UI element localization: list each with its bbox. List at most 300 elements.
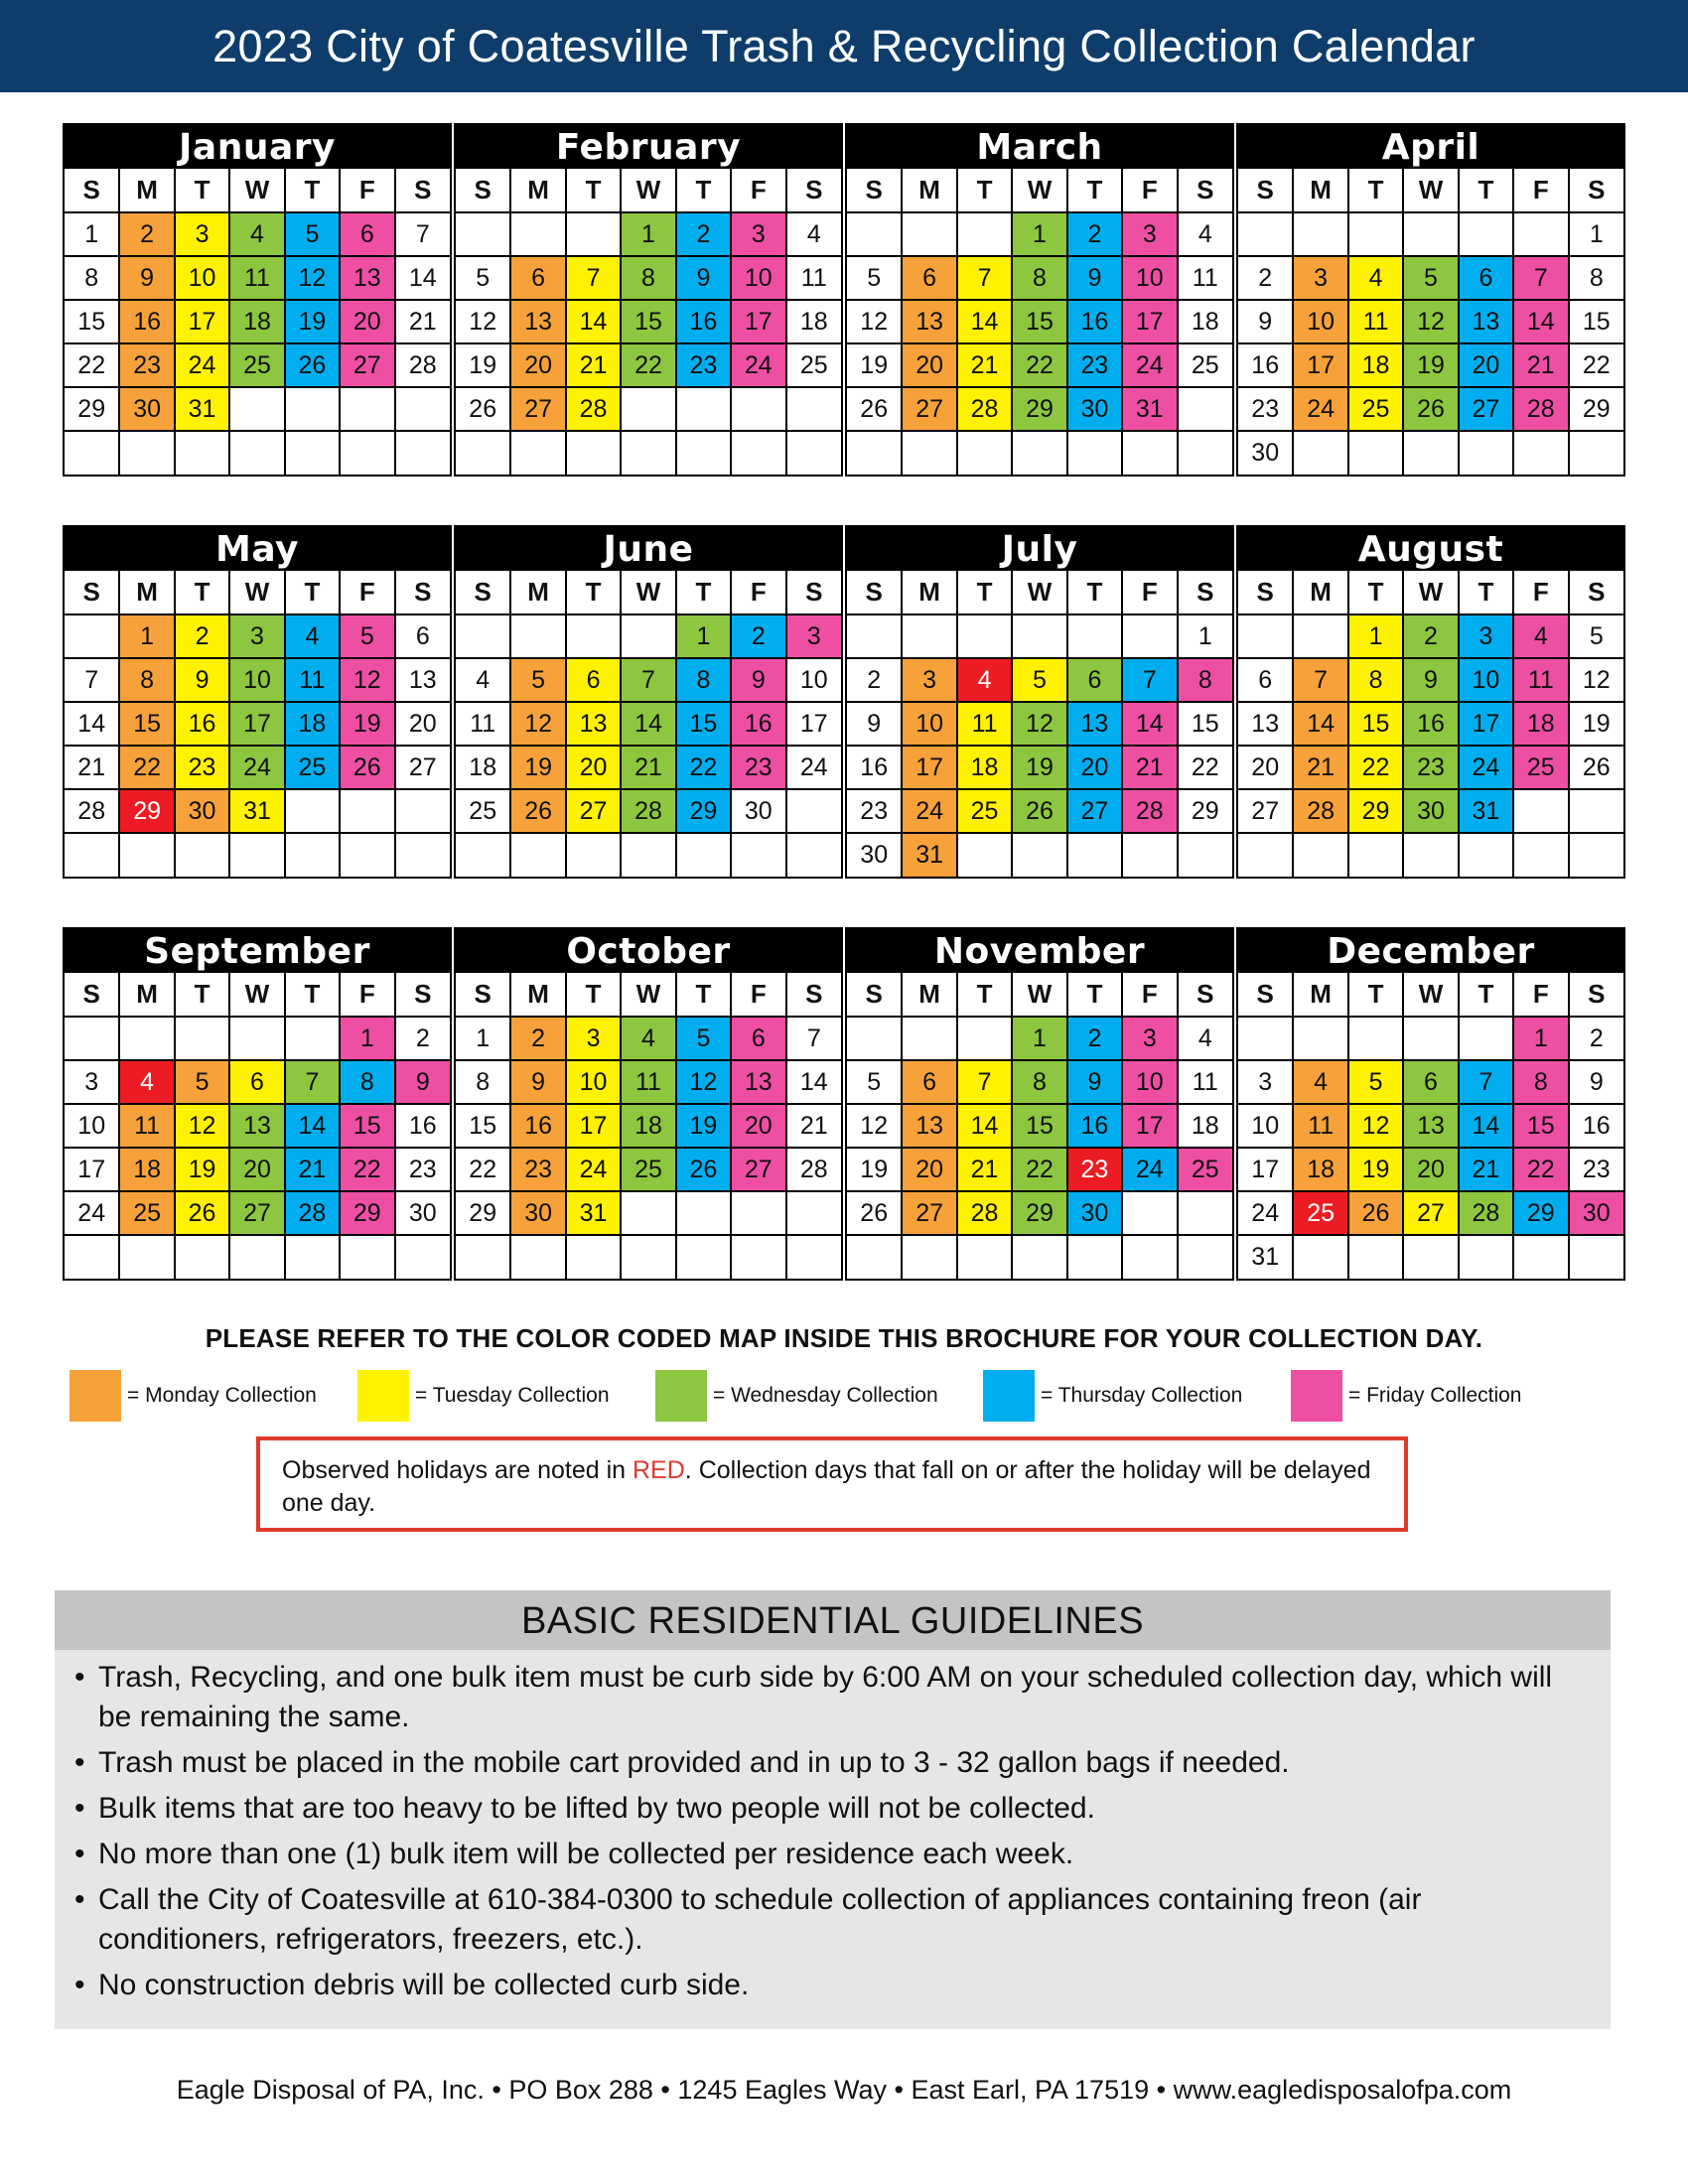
weekday-header: F [1122,169,1177,212]
month-table [65,571,450,877]
day-cell: 6 [1238,658,1293,702]
weekday-header: S [65,571,119,614]
day-cell: 29 [1569,387,1623,431]
day-cell: 23 [731,746,785,789]
day-cell: 28 [1459,1191,1513,1235]
day-cell: 6 [1403,1060,1458,1104]
day-cell: 22 [65,343,119,387]
guideline-item: • No construction debris will be collected curb side. [74,1966,1581,2005]
day-cell: 9 [1403,658,1458,702]
day-cell: 27 [566,789,621,833]
day-cell: 7 [566,256,621,300]
day-cell: 29 [65,387,119,431]
legend-swatch [70,1370,121,1422]
day-cell: 18 [119,1148,174,1191]
empty-day-cell [1293,614,1347,658]
empty-day-cell [395,789,450,833]
day-cell: 1 [340,1017,394,1060]
day-cell: 21 [1293,746,1347,789]
week-row [65,614,450,658]
day-cell: 22 [676,746,731,789]
day-cell: 13 [566,702,621,746]
empty-day-cell [229,1235,284,1279]
month-september [63,927,452,1281]
day-cell: 18 [1178,1104,1232,1148]
empty-day-cell [340,387,394,431]
empty-day-cell [1513,1235,1568,1279]
day-cell: 13 [1459,300,1513,343]
empty-day-cell [786,431,841,475]
weekday-header: T [957,973,1012,1017]
day-cell: 19 [847,343,902,387]
day-cell: 10 [786,658,841,702]
empty-day-cell [1238,212,1293,256]
empty-day-cell [621,833,675,877]
day-cell: 26 [1569,746,1623,789]
day-cell: 30 [847,833,902,877]
day-cell: 4 [285,614,340,658]
weekday-header: W [229,169,284,212]
weekday-header: M [902,973,956,1017]
day-cell: 20 [1067,746,1122,789]
day-cell: 27 [1403,1191,1458,1235]
empty-day-cell [119,833,174,877]
empty-day-cell [395,833,450,877]
day-cell: 4 [1348,256,1403,300]
day-cell: 9 [731,658,785,702]
empty-day-cell [621,431,675,475]
day-cell: 18 [285,702,340,746]
day-cell: 17 [731,300,785,343]
empty-day-cell [957,833,1012,877]
weekday-header: F [731,169,785,212]
day-cell: 20 [1238,746,1293,789]
day-cell: 15 [621,300,675,343]
day-cell: 9 [676,256,731,300]
empty-day-cell [1459,1017,1513,1060]
weekday-header: M [902,169,956,212]
day-cell: 20 [229,1148,284,1191]
day-cell: 3 [1122,1017,1177,1060]
day-cell: 26 [175,1191,229,1235]
week-row [847,1060,1232,1104]
weekday-header: M [1293,973,1347,1017]
empty-day-cell [621,1191,675,1235]
empty-day-cell [731,431,785,475]
week-row [65,431,450,475]
week-row [456,614,841,658]
day-cell: 17 [1238,1148,1293,1191]
week-row [65,702,450,746]
legend-label: = Thursday Collection [1041,1384,1243,1407]
day-cell: 23 [175,746,229,789]
day-cell: 28 [621,789,675,833]
empty-day-cell [510,212,565,256]
day-cell: 16 [1569,1104,1623,1148]
empty-day-cell [1569,833,1623,877]
day-cell: 11 [621,1060,675,1104]
day-cell: 11 [229,256,284,300]
empty-day-cell [119,431,174,475]
day-cell: 14 [1122,702,1177,746]
weekday-header: W [621,571,675,614]
day-cell: 28 [1513,387,1568,431]
day-cell: 1 [621,212,675,256]
month-june [454,525,843,879]
week-row [847,256,1232,300]
day-cell: 3 [1122,212,1177,256]
day-cell: 8 [456,1060,510,1104]
empty-day-cell [1513,431,1568,475]
guidelines-list [55,1650,1611,2005]
day-cell: 7 [65,658,119,702]
day-cell: 7 [957,256,1012,300]
day-cell: 8 [1513,1060,1568,1104]
day-cell: 23 [510,1148,565,1191]
week-row [847,387,1232,431]
month-table [456,169,841,475]
week-row [456,431,841,475]
day-cell: 13 [1403,1104,1458,1148]
day-cell: 23 [1067,343,1122,387]
day-cell: 2 [1403,614,1458,658]
weekday-header: T [285,571,340,614]
week-row [1238,833,1623,877]
weekday-header: T [1459,973,1513,1017]
day-cell: 12 [676,1060,731,1104]
day-cell: 28 [1293,789,1347,833]
empty-day-cell [566,614,621,658]
day-cell: 4 [957,658,1012,702]
week-row [1238,614,1623,658]
weekday-header: W [1012,973,1066,1017]
day-cell: 22 [1012,343,1066,387]
day-cell: 22 [621,343,675,387]
empty-day-cell [566,833,621,877]
day-cell: 9 [175,658,229,702]
day-cell: 3 [229,614,284,658]
month-december [1236,927,1625,1281]
day-cell: 16 [1238,343,1293,387]
weekday-header: T [175,571,229,614]
empty-day-cell [456,1235,510,1279]
day-cell: 27 [902,1191,956,1235]
weekday-header: M [510,973,565,1017]
weekday-header: M [1293,169,1347,212]
day-cell: 17 [1459,702,1513,746]
weekday-header: W [621,169,675,212]
month-march [845,123,1234,477]
empty-day-cell [847,212,902,256]
empty-day-cell [395,1235,450,1279]
week-row [65,1148,450,1191]
day-cell: 20 [902,343,956,387]
day-cell: 10 [65,1104,119,1148]
legend-swatch [1291,1370,1342,1422]
day-cell: 12 [1012,702,1066,746]
day-cell: 11 [1293,1104,1347,1148]
week-row [65,387,450,431]
day-cell: 4 [1293,1060,1347,1104]
day-cell: 18 [229,300,284,343]
weekday-header: S [456,973,510,1017]
weekday-header: W [1403,571,1458,614]
empty-day-cell [1293,1017,1347,1060]
day-cell: 6 [510,256,565,300]
day-cell: 30 [119,387,174,431]
legend-item-thu [983,1370,1242,1422]
day-cell: 29 [456,1191,510,1235]
day-cell: 28 [566,387,621,431]
day-cell: 22 [1348,746,1403,789]
empty-day-cell [902,1235,956,1279]
day-cell: 14 [395,256,450,300]
week-row [847,343,1232,387]
week-row [847,833,1232,877]
day-cell: 23 [676,343,731,387]
week-row [65,212,450,256]
weekday-header: W [229,571,284,614]
day-cell: 23 [1569,1148,1623,1191]
week-row [456,702,841,746]
week-row [1238,1104,1623,1148]
day-cell: 1 [676,614,731,658]
day-cell: 30 [1067,387,1122,431]
day-cell: 6 [1459,256,1513,300]
day-cell: 2 [1238,256,1293,300]
empty-day-cell [676,833,731,877]
day-cell: 29 [1348,789,1403,833]
day-cell: 6 [340,212,394,256]
day-cell: 26 [1012,789,1066,833]
day-cell: 18 [456,746,510,789]
day-cell: 26 [1348,1191,1403,1235]
weekday-header: M [510,571,565,614]
day-cell: 26 [847,1191,902,1235]
header-bar [0,0,1688,92]
empty-day-cell [1293,1235,1347,1279]
day-cell: 19 [340,702,394,746]
month-name: February [456,125,841,169]
day-cell: 19 [1348,1148,1403,1191]
empty-day-cell [786,789,841,833]
day-cell: 18 [621,1104,675,1148]
week-row [1238,702,1623,746]
day-cell: 24 [65,1191,119,1235]
empty-day-cell [786,1191,841,1235]
guideline-item: • No more than one (1) bulk item will be collected per residence each week. [74,1835,1581,1874]
week-row [65,789,450,833]
day-cell: 30 [510,1191,565,1235]
weekday-header-row [456,571,841,614]
day-cell: 21 [621,746,675,789]
day-cell: 9 [395,1060,450,1104]
day-cell: 13 [1067,702,1122,746]
day-cell: 25 [456,789,510,833]
day-cell: 20 [731,1104,785,1148]
legend-label: = Wednesday Collection [713,1384,938,1407]
day-cell: 15 [340,1104,394,1148]
day-cell: 27 [1459,387,1513,431]
day-cell: 2 [1067,212,1122,256]
month-table [847,571,1232,877]
day-cell: 3 [786,614,841,658]
day-cell: 6 [1067,658,1122,702]
empty-day-cell [1122,614,1177,658]
day-cell: 8 [1012,1060,1066,1104]
day-cell: 6 [902,1060,956,1104]
empty-day-cell [1178,1191,1232,1235]
day-cell: 14 [957,300,1012,343]
weekday-header: S [456,571,510,614]
day-cell: 20 [510,343,565,387]
empty-day-cell [957,1017,1012,1060]
weekday-header: T [1348,571,1403,614]
empty-day-cell [285,833,340,877]
week-row [65,658,450,702]
day-cell: 14 [285,1104,340,1148]
week-row [847,702,1232,746]
empty-day-cell [1403,833,1458,877]
day-cell: 20 [1403,1148,1458,1191]
day-cell: 12 [175,1104,229,1148]
day-cell: 31 [1122,387,1177,431]
day-cell: 19 [676,1104,731,1148]
day-cell: 1 [1513,1017,1568,1060]
day-cell: 25 [1178,343,1232,387]
day-cell: 21 [1122,746,1177,789]
day-cell: 31 [229,789,284,833]
empty-day-cell [229,387,284,431]
day-cell: 15 [65,300,119,343]
day-cell: 10 [902,702,956,746]
day-cell: 11 [285,658,340,702]
legend-label: = Tuesday Collection [415,1384,610,1407]
day-cell: 2 [1067,1017,1122,1060]
legend [70,1370,1658,1422]
day-cell: 31 [175,387,229,431]
day-cell: 6 [566,658,621,702]
day-cell: 14 [65,702,119,746]
month-table [65,973,450,1279]
weekday-header: S [456,169,510,212]
empty-day-cell [676,1191,731,1235]
day-cell: 15 [1513,1104,1568,1148]
day-cell: 22 [340,1148,394,1191]
week-row [1238,1191,1623,1235]
empty-day-cell [957,1235,1012,1279]
day-cell: 27 [229,1191,284,1235]
empty-day-cell [1122,431,1177,475]
day-cell: 19 [1569,702,1623,746]
weekday-header-row [847,571,1232,614]
day-cell: 14 [621,702,675,746]
month-april [1236,123,1625,477]
week-row [456,212,841,256]
refer-note: PLEASE REFER TO THE COLOR CODED MAP INSIDE THIS BROCHURE FOR YOUR COLLECTION DAY. [205,1323,1483,1353]
day-cell: 10 [1459,658,1513,702]
empty-day-cell [1238,1017,1293,1060]
week-row [847,614,1232,658]
weekday-header: T [957,169,1012,212]
weekday-header: T [1067,973,1122,1017]
weekday-header: S [847,571,902,614]
month-table [456,973,841,1279]
weekday-header: M [1293,571,1347,614]
day-cell: 3 [1293,256,1347,300]
day-cell: 12 [510,702,565,746]
month-name: August [1238,527,1623,571]
week-row [456,1060,841,1104]
month-table [1238,571,1623,877]
day-cell: 16 [175,702,229,746]
day-cell: 3 [731,212,785,256]
day-cell: 1 [119,614,174,658]
day-cell: 3 [65,1060,119,1104]
empty-day-cell [340,431,394,475]
empty-day-cell [1012,1235,1066,1279]
day-cell: 15 [1348,702,1403,746]
day-cell: 7 [1293,658,1347,702]
weekday-header: S [1238,973,1293,1017]
day-cell: 30 [1238,431,1293,475]
day-cell: 1 [65,212,119,256]
empty-day-cell [621,614,675,658]
day-cell: 18 [1348,343,1403,387]
holiday-note-text: Observed holidays are noted in [282,1456,633,1484]
day-cell: 3 [1238,1060,1293,1104]
week-row [847,1191,1232,1235]
month-name: May [65,527,450,571]
day-cell: 6 [902,256,956,300]
empty-day-cell [731,1191,785,1235]
day-cell: 25 [1178,1148,1232,1191]
day-cell: 28 [395,343,450,387]
day-cell: 20 [902,1148,956,1191]
day-cell: 4 [456,658,510,702]
day-cell: 24 [786,746,841,789]
empty-day-cell [786,387,841,431]
empty-day-cell [566,1235,621,1279]
week-row [65,300,450,343]
day-cell: 17 [1122,300,1177,343]
weekday-header: S [786,571,841,614]
empty-day-cell [731,387,785,431]
empty-day-cell [175,833,229,877]
empty-day-cell [1067,614,1122,658]
month-table [1238,973,1623,1279]
day-cell: 11 [1513,658,1568,702]
day-cell: 11 [119,1104,174,1148]
day-cell: 25 [1348,387,1403,431]
day-cell: 16 [119,300,174,343]
empty-day-cell [1067,1235,1122,1279]
day-cell: 22 [1513,1148,1568,1191]
empty-day-cell [1348,431,1403,475]
day-cell: 7 [1513,256,1568,300]
day-cell: 30 [1067,1191,1122,1235]
week-row [456,1235,841,1279]
day-cell: 27 [1067,789,1122,833]
day-cell: 8 [621,256,675,300]
empty-day-cell [1067,431,1122,475]
weekday-header: T [1348,169,1403,212]
day-cell: 12 [340,658,394,702]
weekday-header: F [731,571,785,614]
week-row [456,256,841,300]
month-table [1238,169,1623,475]
month-august [1236,525,1625,879]
